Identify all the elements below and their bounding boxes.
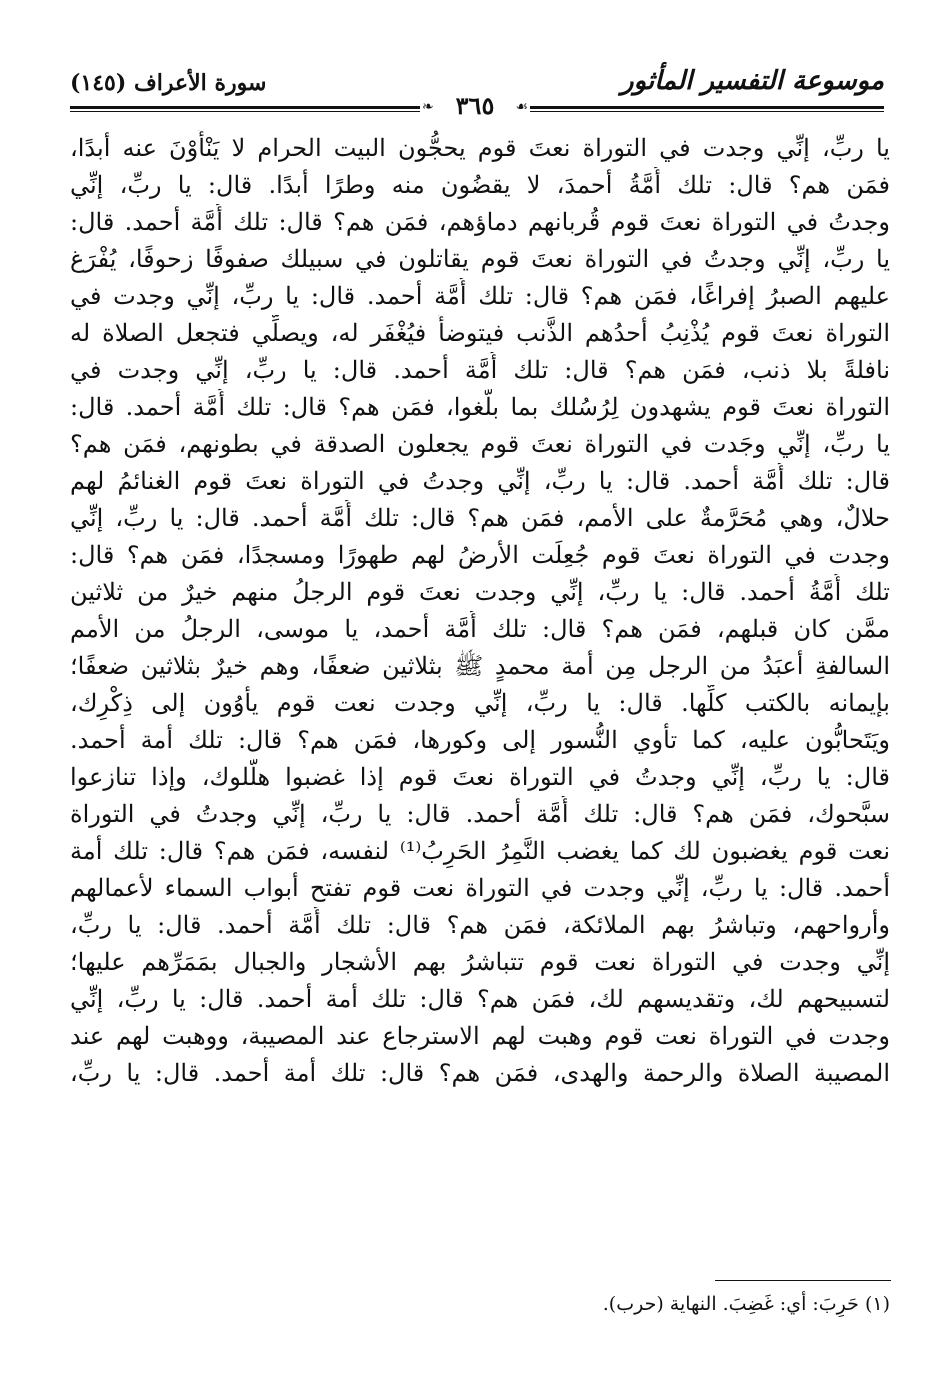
text-line: بإيمانه بالكتب كلِّها. قال: يا ربِّ، إنِّي وجدت نعت قوم يأوُون إلى ذِكْرِك،: [70, 689, 890, 717]
text-line: وجدت في التوراة نعت قوم وهبت لهم الاسترجاع عند المصيبة، ووهبت لهم عند: [70, 1022, 890, 1050]
text-line: عليهم الصبرُ إفراغًا، فمَن هم؟ قال: تلك أُمَّة أحمد. قال: يا ربِّ، إنِّي وجدت في: [70, 282, 890, 310]
text-line: نافلةً بلا ذنب، فمَن هم؟ قال: تلك أُمَّة أحمد. قال: يا ربِّ، إنِّي وجدت في: [70, 356, 890, 384]
text-line: ويَتَحابُّون عليه، كما تأوي النُّسور إلى وكورها، فمَن هم؟ قال: تلك أمة أحمد.: [70, 726, 890, 754]
text-line: التوراة نعتَ قوم يُذْنِبُ أحدُهم الذَّنب فيتوضأُ فيُغْفَر له، ويصلِّي فتجعل الصلاة له: [70, 319, 890, 347]
text-line: يا ربِّ، إنِّي وجدت في التوراة نعتَ قوم يحجُّون البيت الحرام لا يَنْأَوْنَ عنه أبدًا،: [70, 134, 890, 162]
text-line: وجدتُ في التوراة نعتَ قوم قُربانهم دماؤهم، فمَن هم؟ قال: تلك أُمَّة أحمد. قال:: [70, 208, 890, 236]
text-line: المصيبة الصلاة والرحمة والهدى، فمَن هم؟ قال: تلك أمة أحمد. قال: يا ربِّ،: [70, 1059, 890, 1087]
page-number: ٣٦٥: [455, 91, 495, 120]
book-title: موسوعة التفسير المأثور: [621, 66, 884, 96]
text-line: وأرواحهم، وتباشرُ بهم الملائكة، فمَن هم؟ قال: تلك أُمَّة أحمد. قال: يا ربِّ،: [70, 911, 890, 939]
text-line: لتسبيحهم لك، وتقديسهم لك، فمَن هم؟ قال: تلك أمة أحمد. قال: يا ربِّ، إنِّي: [70, 985, 890, 1013]
footnote: (١) حَرِبَ: أي: غَضِبَ. النهاية (حرب).: [602, 1293, 890, 1315]
ornament-left-icon: ❧: [422, 99, 434, 115]
text-line: فمَن هم؟ قال: تلك أُمَّةُ أحمدَ، لا يقضُون منه وطرًا أبدًا. قال: يا ربِّ، إنِّي: [70, 171, 890, 199]
text-line: التوراة نعتَ قوم يشهدون لِرُسُلك بما بلَّغوا، فمَن هم؟ قال: تلك أُمَّة أحمد. قال:: [70, 393, 890, 421]
ornament-right-icon: ☙: [515, 99, 528, 115]
text-line: يا ربِّ، إنِّي وجَدت في التوراة نعتَ قوم يجعلون الصدقة في بطونهم، فمَن هم؟: [70, 430, 890, 458]
text-line: السالفةِ أعبَدُ من الرجل مِن أمة محمدٍ ﷺ بثلاثين ضعفًا، وهم خيرٌ بثلاثين ضعفًا؛: [70, 652, 890, 680]
text-line: سبَّحوك، فمَن هم؟ قال: تلك أُمَّة أحمد. قال: يا ربِّ، إنِّي وجدتُ في التوراة: [70, 800, 890, 828]
text-line: قال: يا ربِّ، إنِّي وجدتُ في التوراة نعتَ قوم إذا غضبوا هلَّلوك، وإذا تنازعوا: [70, 763, 890, 791]
text-line: حلالٌ، وهي مُحَرَّمةٌ على الأمم، فمَن هم؟ قال: تلك أُمَّة أحمد. قال: يا ربِّ، إنِّي: [70, 504, 890, 532]
page-number-box: [420, 88, 530, 124]
body-text: [70, 130, 890, 1240]
text-line: تلك أُمَّةُ أحمد. قال: يا ربِّ، إنِّي وجدت نعتَ قوم الرجلُ منهم خيرٌ من ثلاثين: [70, 578, 890, 606]
text-line: أحمد. قال: يا ربِّ، إنِّي وجدت في التوراة نعت قوم تفتح أبواب السماء لأعمالهم: [70, 874, 890, 902]
text-line: وجدت في التوراة نعتَ قوم جُعِلَت الأرضُ لهم طهورًا ومسجدًا، فمَن هم؟ قال:: [70, 541, 890, 569]
text-line: إنِّي وجدت في التوراة نعت قوم تتباشرُ بهم الأشجار والجبال بمَمَرِّهم عليها؛: [70, 948, 890, 976]
text-line: قال: تلك أُمَّة أحمد. قال: يا ربِّ، إنِّي وجدتُ في التوراة نعتَ قوم الغنائمُ لهم: [70, 467, 890, 495]
text-line: ممَّن كان قبلهم، فمَن هم؟ قال: تلك أُمَّة أحمد، يا موسى، الرجلُ من الأمم: [70, 615, 890, 643]
footnote-rule: [715, 1280, 891, 1281]
text-line: يا ربِّ، إنِّي وجدتُ في التوراة نعتَ قوم يقاتلون في سبيلك صفوفًا زحوفًا، يُفْرَغ: [70, 245, 890, 273]
surah-name: سورة الأعراف (١٤٥): [70, 70, 267, 96]
text-line: نعت قوم يغضبون لك كما يغضب النَّمِرُ الحَرِبُ⁽¹⁾ لنفسه، فمَن هم؟ قال: تلك أمة: [70, 837, 890, 865]
